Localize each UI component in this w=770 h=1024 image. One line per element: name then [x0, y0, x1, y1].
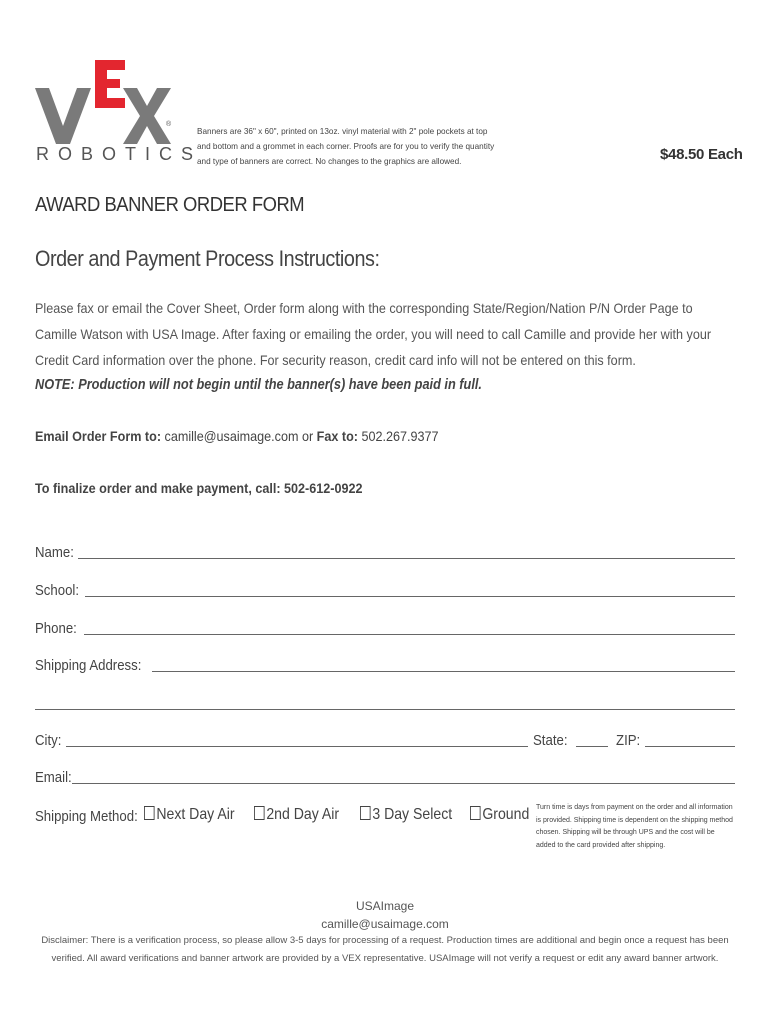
email-label: Email Order Form to:	[35, 428, 162, 444]
instructions-line-3: Credit Card information over the phone. For security reason, credit card info will not be entered on this form.	[35, 352, 636, 368]
state-field[interactable]	[576, 746, 608, 747]
email-field-label: Email:	[35, 769, 72, 786]
checkbox-icon[interactable]	[144, 806, 155, 820]
checkbox-icon[interactable]	[470, 806, 481, 820]
phone-label: Phone:	[35, 620, 77, 637]
shipping-option-ground[interactable]	[470, 806, 529, 824]
option-label: 3 Day Select	[372, 806, 453, 823]
email-fax-line	[35, 428, 439, 444]
shipping-address-field-line-2[interactable]	[35, 709, 735, 710]
shipping-option-2nd-day-air[interactable]	[254, 806, 339, 824]
city-label: City:	[35, 732, 62, 749]
school-field[interactable]	[85, 596, 735, 597]
instructions-text	[35, 295, 719, 373]
shipping-option-next-day-air[interactable]	[144, 806, 235, 824]
price: $48.50 Each	[660, 146, 743, 163]
instructions-title: Order and Payment Process Instructions:	[35, 246, 380, 271]
zip-label: ZIP:	[616, 732, 641, 749]
checkbox-icon[interactable]	[254, 806, 265, 820]
fax-number: 502.267.9377	[361, 428, 439, 444]
footer-company: USAImage	[355, 899, 415, 913]
email-field[interactable]	[72, 783, 735, 784]
phone-field[interactable]	[84, 634, 735, 635]
email-address[interactable]: camille@usaimage.com	[164, 428, 299, 444]
option-label: Ground	[482, 806, 530, 823]
footer-disclaimer-line-2: verified. All award verifications and banner artwork are provided by a VEX representative. USAImage will not verify a request or edit any award banner artwork.	[51, 953, 719, 964]
zip-field[interactable]	[645, 746, 735, 747]
state-label: State:	[533, 732, 568, 749]
option-label: 2nd Day Air	[266, 806, 340, 823]
name-label: Name:	[35, 544, 74, 561]
footer-disclaimer-line-1: Disclaimer: There is a verification process, so please allow 3-5 days for processing of a request. Production times are additional and begin once a request has been	[41, 935, 729, 946]
instructions-line-2: Camille Watson with USA Image. After faxing or emailing the order, you will need to call Camille and provide her with your	[35, 326, 712, 342]
shipping-address-field[interactable]	[152, 671, 735, 672]
option-label: Next Day Air	[156, 806, 235, 823]
turn-time-note: Turn time is days from payment on the order and all information is provided. Shipping time is dependent on the shipping method chosen. Shipping will be through UPS and the cost will be added to the card provided after shipping.	[536, 804, 733, 849]
finalize-payment-line: To finalize order and make payment, call: 502-612-0922	[35, 480, 363, 496]
registered-mark: ®	[166, 121, 172, 128]
footer-email: camille@usaimage.com	[321, 917, 449, 931]
fax-label: Fax to:	[316, 428, 358, 444]
production-note: NOTE: Production will not begin until the banner(s) have been paid in full.	[35, 376, 482, 393]
banner-description: Banners are 36" x 60", printed on 13oz. vinyl material with 2" pole pockets at top and bottom and a grommet in each corner. Proofs are for you to verify the quantity and type of banners are correct. No changes to the graphics are allowed.	[197, 127, 495, 166]
shipping-address-label: Shipping Address:	[35, 657, 142, 674]
checkbox-icon[interactable]	[360, 806, 371, 820]
form-title: AWARD BANNER ORDER FORM	[35, 194, 305, 216]
instructions-line-1: Please fax or email the Cover Sheet, Order form along with the corresponding State/Region/Nation P/N Order Page to	[35, 300, 693, 316]
shipping-option-3-day-select[interactable]	[360, 806, 452, 824]
or-text: or	[301, 428, 314, 444]
school-label: School:	[35, 582, 80, 599]
city-field[interactable]	[66, 746, 528, 747]
logo-robotics-text: ROBOTICS	[36, 144, 203, 164]
name-field[interactable]	[78, 558, 735, 559]
shipping-method-label: Shipping Method:	[35, 808, 138, 825]
